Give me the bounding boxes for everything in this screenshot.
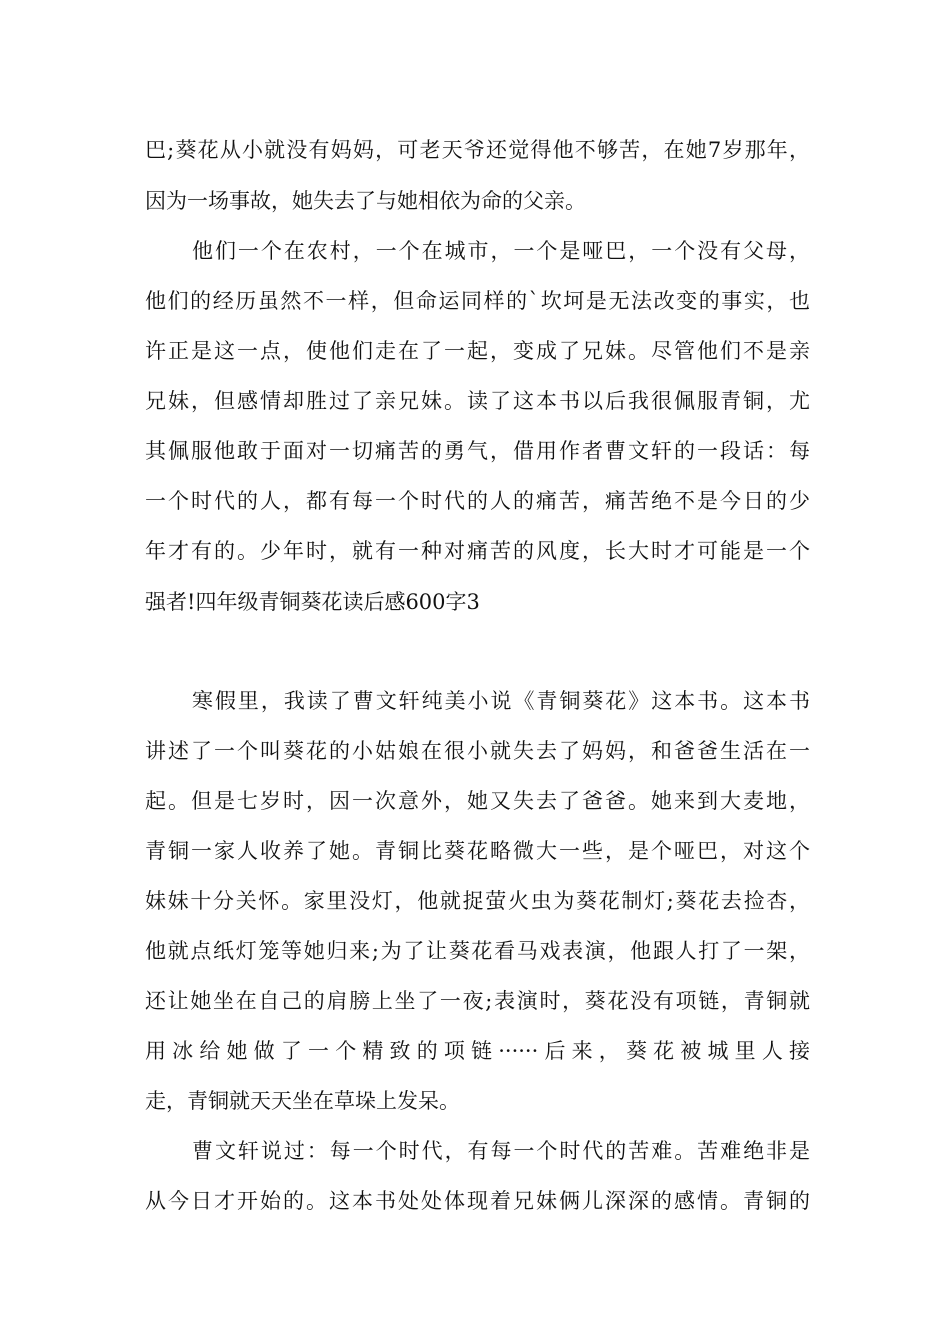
paragraph-first-line: 寒假里，我读了曹文轩纯美小说《青铜葵花》这本书。这本书	[192, 689, 810, 713]
paragraph-first-line: 曹文轩说过：每一个时代，有每一个时代的苦难。苦难绝非是	[192, 1139, 810, 1163]
text-line: 年才有的。少年时，就有一种对痛苦的风度，长大时才可能是一个	[145, 539, 810, 563]
text-line: 其佩服他敢于面对一切痛苦的勇气，借用作者曹文轩的一段话：每	[145, 439, 810, 463]
text-line: 还让她坐在自己的肩膀上坐了一夜;表演时，葵花没有项链，青铜就	[145, 989, 810, 1013]
text-line: 他们的经历虽然不一样，但命运同样的`坎坷是无法改变的事实，也	[145, 289, 810, 313]
text-line: 许正是这一点，使他们走在了一起，变成了兄妹。尽管他们不是亲	[145, 339, 810, 363]
text-line: 从今日才开始的。这本书处处体现着兄妹俩儿深深的感情。青铜的	[145, 1189, 810, 1213]
text-line: 走，青铜就天天坐在草垛上发呆。	[145, 1089, 460, 1113]
text-line: 巴;葵花从小就没有妈妈，可老天爷还觉得他不够苦，在她7岁那年，	[145, 138, 810, 162]
paragraph-first-line: 他们一个在农村，一个在城市，一个是哑巴，一个没有父母，	[192, 239, 810, 263]
text-line: 他就点纸灯笼等她归来;为了让葵花看马戏表演，他跟人打了一架，	[145, 939, 810, 963]
text-line: 用冰给她做了一个精致的项链······后来，葵花被城里人接	[145, 1039, 810, 1063]
text-line: 青铜一家人收养了她。青铜比葵花略微大一些，是个哑巴，对这个	[145, 839, 810, 863]
text-line: 一个时代的人，都有每一个时代的人的痛苦，痛苦绝不是今日的少	[145, 489, 810, 513]
text-line: 起。但是七岁时，因一次意外，她又失去了爸爸。她来到大麦地，	[145, 789, 810, 813]
text-line: 兄妹，但感情却胜过了亲兄妹。读了这本书以后我很佩服青铜，尤	[145, 389, 810, 413]
section-heading-line: 强者!四年级青铜葵花读后感600字3	[145, 590, 480, 614]
text-line: 因为一场事故，她失去了与她相依为命的父亲。	[145, 189, 586, 213]
text-line: 讲述了一个叫葵花的小姑娘在很小就失去了妈妈，和爸爸生活在一	[145, 739, 810, 763]
text-line: 妹妹十分关怀。家里没灯，他就捉萤火虫为葵花制灯;葵花去捡杏，	[145, 889, 810, 913]
